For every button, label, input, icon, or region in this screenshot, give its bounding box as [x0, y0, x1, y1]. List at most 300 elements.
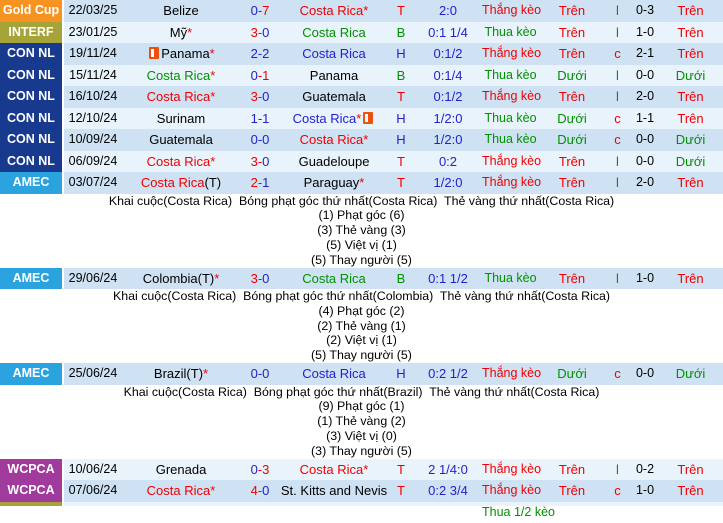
match-stats-line: (1) Thẻ vàng (2): [0, 414, 723, 429]
half-time-score-value: 0-0: [636, 154, 654, 168]
half-time-score: [630, 268, 660, 290]
league-badge: CON NL: [0, 86, 64, 108]
handicap-result: [482, 172, 539, 194]
odd-even-label: c: [614, 46, 621, 61]
half-time-score-value: 2-1: [636, 46, 654, 60]
half-time-score-value: 0-3: [636, 3, 654, 17]
match-row[interactable]: [0, 65, 723, 87]
handicap-result: [482, 0, 539, 22]
over-under-ft-label: Dưới: [557, 111, 587, 126]
handicap-odds-value: 0:1 1/2: [428, 271, 468, 286]
match-stats-line: (3) Thẻ vàng (3): [0, 223, 723, 238]
half-time-score: [630, 459, 660, 481]
handicap-side: [388, 65, 414, 87]
handicap-result-label: Thắng kèo: [482, 483, 541, 497]
over-under-ft: [539, 108, 605, 130]
away-team: [280, 151, 388, 173]
home-team-label: Costa Rica: [141, 175, 205, 190]
away-goals: 0: [262, 25, 269, 40]
match-row[interactable]: [0, 363, 723, 385]
over-under-ft-label: Trên: [559, 25, 585, 40]
away-goals: 0: [262, 154, 269, 169]
handicap-odds: [414, 459, 482, 481]
full-time-score: [240, 151, 280, 173]
league-badge: INTERF: [0, 22, 64, 44]
handicap-side: [388, 459, 414, 481]
home-goals: 3: [251, 89, 258, 104]
handicap-side-label: B: [397, 25, 406, 40]
full-time-score: [240, 268, 280, 290]
odd-even: [605, 22, 630, 44]
odd-even: [605, 459, 630, 481]
league-badge: CON NL: [0, 129, 64, 151]
over-under-ht: [660, 108, 721, 130]
home-goals: 0: [251, 462, 258, 477]
match-stats-panel: [0, 385, 723, 459]
home-goals: 3: [251, 271, 258, 286]
league-badge: AMEC: [0, 172, 64, 194]
over-under-ht-label: Trên: [677, 271, 703, 286]
over-under-ft: [539, 65, 605, 87]
over-under-ht: [660, 43, 721, 65]
home-goals: 1: [251, 111, 258, 126]
team-tag: (T): [186, 366, 203, 381]
odd-even-label: l: [616, 3, 619, 18]
half-time-score-value: 0-0: [636, 366, 654, 380]
over-under-ft-label: Trên: [559, 271, 585, 286]
home-team-label: Mỹ: [170, 25, 187, 40]
handicap-result: [482, 108, 539, 130]
over-under-ht: [660, 363, 721, 385]
home-goals: 2: [251, 46, 258, 61]
handicap-odds-value: 0:1/4: [434, 68, 463, 83]
away-team-label: Guatemala: [302, 89, 366, 104]
over-under-ft-label: Trên: [559, 483, 585, 498]
score-dash: -: [258, 68, 262, 83]
home-team-label: Grenada: [156, 462, 207, 477]
match-row[interactable]: [0, 43, 723, 65]
half-time-score-value: 0-0: [636, 68, 654, 82]
away-goals: 7: [262, 3, 269, 18]
handicap-odds-value: 0:1 1/4: [428, 25, 468, 40]
match-date: 16/10/24: [64, 86, 122, 108]
home-team-label: Costa Rica: [147, 89, 211, 104]
handicap-result: [482, 151, 539, 173]
match-date: 10/09/24: [64, 129, 122, 151]
handicap-result: [482, 22, 539, 44]
away-goals: 3: [262, 462, 269, 477]
odd-even-label: c: [614, 366, 621, 381]
over-under-ht-label: Dưới: [676, 132, 706, 147]
handicap-result: [482, 86, 539, 108]
match-stats-line: (4) Phạt góc (2): [0, 304, 723, 319]
away-team-label: Guadeloupe: [299, 154, 370, 169]
away-team: [280, 22, 388, 44]
over-under-ht-label: Trên: [677, 462, 703, 477]
odd-even: [605, 151, 630, 173]
handicap-side: [388, 480, 414, 502]
handicap-side: [388, 108, 414, 130]
score-dash: -: [258, 132, 262, 147]
handicap-side-label: H: [396, 111, 405, 126]
away-team: [280, 108, 388, 130]
favorite-star: *: [187, 25, 192, 40]
card-icon: [149, 47, 159, 59]
handicap-result: [482, 363, 539, 385]
match-row[interactable]: [0, 86, 723, 108]
odd-even-label: c: [614, 483, 621, 498]
odd-even-label: c: [614, 132, 621, 147]
over-under-ht-label: Trên: [677, 3, 703, 18]
league-badge: WCPCA: [0, 459, 64, 481]
favorite-star: *: [210, 68, 215, 83]
handicap-odds-value: 1/2:0: [434, 111, 463, 126]
handicap-result-label: Thua kèo: [484, 25, 536, 39]
match-row[interactable]: [0, 0, 723, 22]
handicap-result-label: Thắng kèo: [482, 3, 541, 17]
home-team-label: Brazil: [154, 366, 187, 381]
odd-even-label: l: [616, 271, 619, 286]
half-time-score: [630, 172, 660, 194]
empty-cell: [122, 502, 240, 506]
handicap-odds: [414, 151, 482, 173]
half-time-score-value: 2-0: [636, 175, 654, 189]
half-time-score: [630, 0, 660, 22]
over-under-ft: [539, 363, 605, 385]
handicap-side-label: T: [397, 462, 405, 477]
match-date: 03/07/24: [64, 172, 122, 194]
home-team: [122, 108, 240, 130]
away-team-label: St. Kitts and Nevis: [281, 483, 387, 498]
handicap-odds: [414, 43, 482, 65]
empty-cell: [240, 502, 280, 506]
handicap-odds: [414, 363, 482, 385]
home-team: [122, 0, 240, 22]
odd-even: [605, 43, 630, 65]
match-stats-line: (5) Thay người (5): [0, 348, 723, 363]
handicap-side-label: H: [396, 46, 405, 61]
home-goals: 0: [251, 132, 258, 147]
odd-even: [605, 172, 630, 194]
away-team-label: Costa Rica: [300, 132, 364, 147]
home-team-label: Surinam: [157, 111, 205, 126]
home-team-label: Costa Rica: [147, 483, 211, 498]
over-under-ft: [539, 22, 605, 44]
handicap-result: [482, 129, 539, 151]
score-dash: -: [258, 462, 262, 477]
over-under-ft: [539, 0, 605, 22]
handicap-result-label: Thua kèo: [484, 132, 536, 146]
odd-even-label: l: [616, 89, 619, 104]
match-row[interactable]: [0, 108, 723, 130]
handicap-side-label: H: [396, 132, 405, 147]
handicap-side: [388, 363, 414, 385]
home-team: [122, 172, 240, 194]
match-stats-header: Khai cuộc(Costa Rica) Bóng phạt góc thứ nhất(Brazil) Thẻ vàng thứ nhất(Costa Rica): [0, 385, 723, 400]
half-time-score-value: 1-0: [636, 271, 654, 285]
handicap-side-label: T: [397, 89, 405, 104]
handicap-odds-value: 0:2: [439, 154, 457, 169]
away-team-label: Panama: [310, 68, 358, 83]
handicap-odds-value: 0:1/2: [434, 46, 463, 61]
score-dash: -: [258, 89, 262, 104]
away-team: [280, 172, 388, 194]
handicap-odds-value: 2 1/4:0: [428, 462, 468, 477]
away-team-label: Costa Rica: [302, 25, 366, 40]
home-team: [122, 480, 240, 502]
over-under-ht-label: Dưới: [676, 68, 706, 83]
handicap-odds-value: 0:2 1/2: [428, 366, 468, 381]
match-stats-panel: [0, 289, 723, 363]
handicap-odds-value: 2:0: [439, 3, 457, 18]
match-stats-line: (3) Việt vị (0): [0, 429, 723, 444]
favorite-star: *: [363, 462, 368, 477]
over-under-ft-label: Trên: [559, 462, 585, 477]
match-row[interactable]: [0, 22, 723, 44]
away-goals: 0: [262, 89, 269, 104]
match-date: 25/06/24: [64, 363, 122, 385]
home-goals: 0: [251, 366, 258, 381]
handicap-result: [482, 65, 539, 87]
full-time-score: [240, 22, 280, 44]
half-time-score: [630, 129, 660, 151]
odd-even-label: l: [616, 462, 619, 477]
home-team: [122, 151, 240, 173]
over-under-ft-label: Trên: [559, 89, 585, 104]
over-under-ft: [539, 43, 605, 65]
over-under-ft: [539, 86, 605, 108]
favorite-star: *: [214, 271, 219, 286]
league-badge: CON NL: [0, 65, 64, 87]
half-time-score: [630, 65, 660, 87]
league-badge: AMEC: [0, 268, 64, 290]
odd-even: [605, 129, 630, 151]
handicap-odds: [414, 65, 482, 87]
handicap-result-label: Thắng kèo: [482, 46, 541, 60]
handicap-side-label: T: [397, 175, 405, 190]
handicap-odds: [414, 129, 482, 151]
odd-even-label: l: [616, 175, 619, 190]
match-row[interactable]: [0, 172, 723, 194]
home-team: [122, 459, 240, 481]
score-dash: -: [258, 111, 262, 126]
handicap-result-label: Thua kèo: [484, 111, 536, 125]
league-badge: CON NL: [0, 108, 64, 130]
match-row[interactable]: [0, 129, 723, 151]
empty-cell: [388, 502, 414, 506]
league-badge: AMEC: [0, 363, 64, 385]
handicap-side: [388, 151, 414, 173]
odd-even: [605, 65, 630, 87]
match-date: 12/10/24: [64, 108, 122, 130]
match-stats-line: (2) Thẻ vàng (1): [0, 319, 723, 334]
half-time-score-value: 2-0: [636, 89, 654, 103]
match-stats-header: Khai cuộc(Costa Rica) Bóng phạt góc thứ nhất(Costa Rica) Thẻ vàng thứ nhất(Costa Rica): [0, 194, 723, 209]
home-team-label: Costa Rica: [147, 154, 211, 169]
away-team: [280, 65, 388, 87]
match-date: 15/11/24: [64, 65, 122, 87]
league-badge: CON NL: [0, 151, 64, 173]
full-time-score: [240, 363, 280, 385]
handicap-odds-value: 1/2:0: [434, 175, 463, 190]
away-team: [280, 129, 388, 151]
half-time-score: [630, 151, 660, 173]
favorite-star: *: [210, 46, 215, 61]
match-date: 06/09/24: [64, 151, 122, 173]
away-team: [280, 0, 388, 22]
away-goals: 1: [262, 68, 269, 83]
home-team-label: Panama: [161, 46, 209, 61]
away-team: [280, 86, 388, 108]
match-row[interactable]: [0, 459, 723, 481]
home-team-label: Belize: [163, 3, 198, 18]
match-row[interactable]: [0, 268, 723, 290]
match-date: 19/11/24: [64, 43, 122, 65]
handicap-result-label: Thắng kèo: [482, 462, 541, 476]
match-row-partial: [0, 502, 723, 506]
half-time-score-value: 1-0: [636, 25, 654, 39]
over-under-ht-label: Dưới: [676, 366, 706, 381]
half-time-score: [630, 363, 660, 385]
team-tag: (T): [198, 271, 215, 286]
away-team: [280, 363, 388, 385]
away-team-label: Costa Rica: [302, 366, 366, 381]
home-goals: 2: [251, 175, 258, 190]
over-under-ht: [660, 22, 721, 44]
half-time-score-value: 1-0: [636, 483, 654, 497]
handicap-result: [482, 268, 539, 290]
handicap-odds: [414, 480, 482, 502]
half-time-score: [630, 86, 660, 108]
away-team-label: Costa Rica: [302, 46, 366, 61]
match-stats-line: (5) Thay người (5): [0, 253, 723, 268]
full-time-score: [240, 480, 280, 502]
handicap-result-label: Thua kèo: [484, 271, 536, 285]
handicap-odds: [414, 22, 482, 44]
home-team: [122, 129, 240, 151]
home-team: [122, 268, 240, 290]
handicap-side: [388, 0, 414, 22]
empty-cell: [280, 502, 388, 506]
favorite-star: *: [363, 3, 368, 18]
home-team: [122, 363, 240, 385]
over-under-ft: [539, 459, 605, 481]
home-team: [122, 43, 240, 65]
away-team-label: Costa Rica: [300, 3, 364, 18]
score-dash: -: [258, 3, 262, 18]
over-under-ft-label: Dưới: [557, 366, 587, 381]
favorite-star: *: [210, 154, 215, 169]
match-stats-line: (1) Phạt góc (6): [0, 208, 723, 223]
handicap-odds: [414, 172, 482, 194]
away-goals: 0: [262, 366, 269, 381]
home-goals: 0: [251, 3, 258, 18]
league-badge: WCPCA: [0, 480, 64, 502]
score-dash: -: [258, 175, 262, 190]
over-under-ht: [660, 129, 721, 151]
league-badge: [0, 502, 64, 506]
handicap-odds: [414, 108, 482, 130]
handicap-side-label: T: [397, 483, 405, 498]
handicap-result-label: Thua 1/2 kèo: [482, 502, 555, 523]
handicap-result-label: Thắng kèo: [482, 89, 541, 103]
home-goals: 4: [251, 483, 258, 498]
full-time-score: [240, 459, 280, 481]
half-time-score: [630, 43, 660, 65]
home-goals: 3: [251, 25, 258, 40]
away-team: [280, 43, 388, 65]
handicap-odds-value: 0:2 3/4: [428, 483, 468, 498]
full-time-score: [240, 65, 280, 87]
match-row[interactable]: [0, 151, 723, 173]
home-team: [122, 22, 240, 44]
over-under-ht-label: Trên: [677, 483, 703, 498]
away-goals: 0: [262, 132, 269, 147]
half-time-score-value: 0-0: [636, 132, 654, 146]
over-under-ft: [539, 480, 605, 502]
handicap-result-label: Thắng kèo: [482, 366, 541, 380]
away-team-label: Paraguay: [304, 175, 360, 190]
handicap-side: [388, 22, 414, 44]
handicap-side-label: H: [396, 366, 405, 381]
match-row[interactable]: [0, 480, 723, 502]
full-time-score: [240, 108, 280, 130]
over-under-ht-label: Trên: [677, 25, 703, 40]
over-under-ft-label: Dưới: [557, 68, 587, 83]
over-under-ft: [539, 129, 605, 151]
away-team: [280, 459, 388, 481]
empty-cell: [414, 502, 482, 506]
handicap-side-label: T: [397, 3, 405, 18]
handicap-odds: [414, 0, 482, 22]
handicap-result: [482, 502, 539, 506]
away-goals: 1: [262, 175, 269, 190]
full-time-score: [240, 129, 280, 151]
favorite-star: *: [203, 366, 208, 381]
league-badge: CON NL: [0, 43, 64, 65]
match-date: 10/06/24: [64, 459, 122, 481]
over-under-ft: [539, 151, 605, 173]
odd-even: [605, 363, 630, 385]
half-time-score: [630, 480, 660, 502]
over-under-ft-label: Trên: [559, 154, 585, 169]
away-goals: 0: [262, 271, 269, 286]
handicap-side: [388, 268, 414, 290]
half-time-score-value: 0-2: [636, 462, 654, 476]
odd-even: [605, 86, 630, 108]
handicap-side-label: T: [397, 154, 405, 169]
away-team: [280, 480, 388, 502]
over-under-ht-label: Trên: [677, 175, 703, 190]
odd-even-label: l: [616, 25, 619, 40]
favorite-star: *: [210, 89, 215, 104]
home-team: [122, 65, 240, 87]
card-icon: [363, 112, 373, 124]
handicap-side: [388, 172, 414, 194]
over-under-ht: [660, 65, 721, 87]
match-stats-line: (2) Việt vị (1): [0, 333, 723, 348]
home-team-label: Costa Rica: [147, 68, 211, 83]
home-goals: 3: [251, 154, 258, 169]
over-under-ft: [539, 172, 605, 194]
match-stats-line: (3) Thay người (5): [0, 444, 723, 459]
team-tag: (T): [204, 175, 221, 190]
full-time-score: [240, 0, 280, 22]
away-team-label: Costa Rica: [293, 111, 357, 126]
away-goals: 1: [262, 111, 269, 126]
over-under-ht: [660, 268, 721, 290]
over-under-ht: [660, 0, 721, 22]
